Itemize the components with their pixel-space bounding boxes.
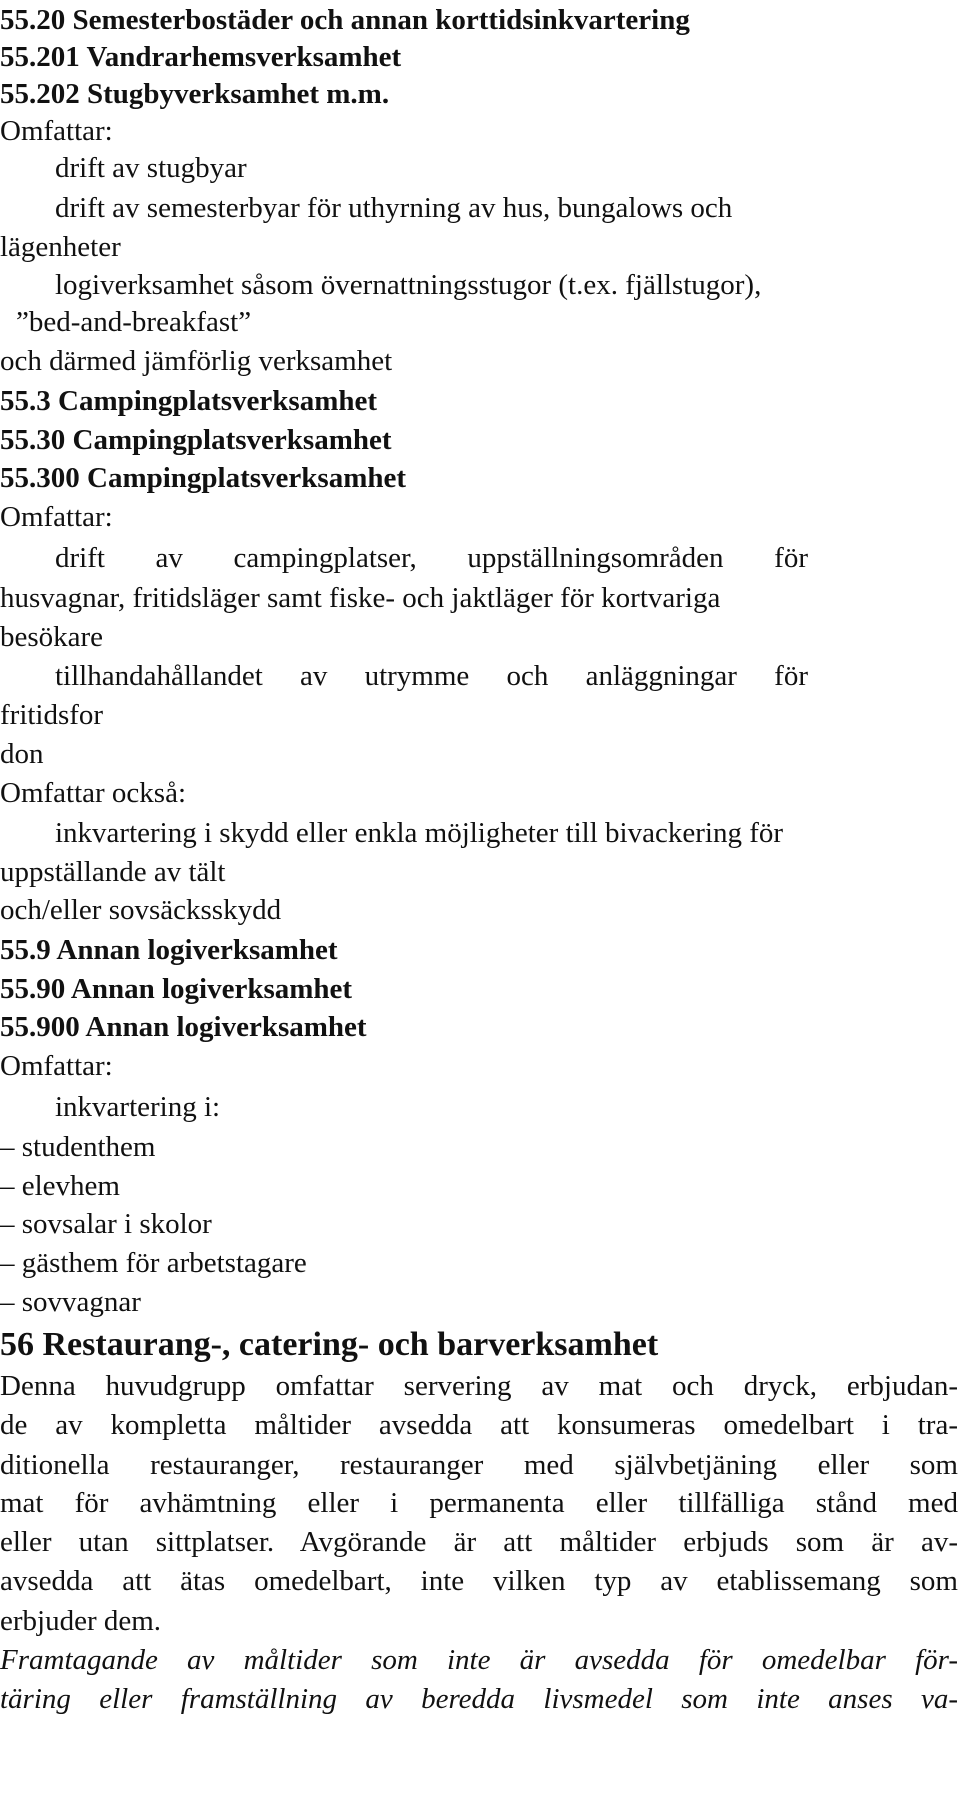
- heading-55-20: 55.20 Semesterbostäder och annan korttidsinkvartering: [0, 4, 690, 36]
- list-item-continued: fritidsfor: [0, 699, 104, 731]
- list-item-continued: besökare: [0, 621, 104, 653]
- list-item-continued: don: [0, 738, 44, 770]
- list-intro: inkvartering i:: [55, 1091, 221, 1123]
- italic-paragraph-line: täring eller framställning av beredda livsmedel som inte anses va-: [0, 1683, 958, 1715]
- list-item-continued: ”bed-and-breakfast”: [16, 306, 252, 338]
- includes-label: Omfattar:: [0, 115, 113, 147]
- heading-55-201: 55.201 Vandrarhemsverksamhet: [0, 41, 402, 73]
- includes-label: Omfattar:: [0, 501, 113, 533]
- heading-55-300: 55.300 Campingplatsverksamhet: [0, 462, 407, 494]
- dash-list-item: – elevhem: [0, 1170, 120, 1202]
- heading-55-30: 55.30 Campingplatsverksamhet: [0, 424, 392, 456]
- list-item-continued: husvagnar, fritidsläger samt fiske- och jaktläger för kortvariga: [0, 582, 721, 614]
- list-item: drift av stugbyar: [55, 152, 247, 184]
- heading-55-900: 55.900 Annan logiverksamhet: [0, 1011, 367, 1043]
- heading-55-3: 55.3 Campingplatsverksamhet: [0, 385, 378, 417]
- list-item-continued: lägenheter: [0, 231, 121, 263]
- paragraph-line: ditionella restauranger, restauranger med självbetjäning eller som: [0, 1449, 958, 1481]
- dash-list-item: – sovsalar i skolor: [0, 1208, 212, 1240]
- dash-list-item: – sovvagnar: [0, 1286, 141, 1318]
- list-item: tillhandahållandet av utrymme och anläggningar för: [55, 660, 808, 692]
- paragraph-line: de av kompletta måltider avsedda att konsumeras omedelbart i tra-: [0, 1409, 958, 1441]
- dash-list-item: – studenthem: [0, 1131, 156, 1163]
- list-item: drift av campingplatser, uppställningsområden för: [55, 542, 808, 574]
- heading-56: 56 Restaurang-, catering- och barverksamhet: [0, 1326, 659, 1363]
- heading-55-202: 55.202 Stugbyverksamhet m.m.: [0, 78, 390, 110]
- heading-55-90: 55.90 Annan logiverksamhet: [0, 973, 353, 1005]
- paragraph-line: eller utan sittplatser. Avgörande är att måltider erbjuds som är av-: [0, 1526, 958, 1558]
- list-item: inkvartering i skydd eller enkla möjligheter till bivackering för: [55, 817, 784, 849]
- list-item-continued: och därmed jämförlig verksamhet: [0, 345, 393, 377]
- list-item: logiverksamhet såsom övernattningsstugor (t.ex. fjällstugor),: [55, 269, 762, 301]
- paragraph-line: erbjuder dem.: [0, 1605, 162, 1637]
- list-item-continued: och/eller sovsäcksskydd: [0, 894, 282, 926]
- heading-55-9: 55.9 Annan logiverksamhet: [0, 934, 338, 966]
- includes-label: Omfattar:: [0, 1050, 113, 1082]
- also-includes-label: Omfattar också:: [0, 777, 187, 809]
- paragraph-line: avsedda att ätas omedelbart, inte vilken typ av etablissemang som: [0, 1565, 958, 1597]
- paragraph-line: mat för avhämtning eller i permanenta eller tillfälliga stånd med: [0, 1487, 958, 1519]
- dash-list-item: – gästhem för arbetstagare: [0, 1247, 307, 1279]
- list-item-continued: uppställande av tält: [0, 856, 226, 888]
- italic-paragraph-line: Framtagande av måltider som inte är avsedda för omedelbar för-: [0, 1644, 958, 1676]
- paragraph-line: Denna huvudgrupp omfattar servering av mat och dryck, erbjudan-: [0, 1370, 958, 1402]
- list-item: drift av semesterbyar för uthyrning av hus, bungalows och: [55, 192, 733, 224]
